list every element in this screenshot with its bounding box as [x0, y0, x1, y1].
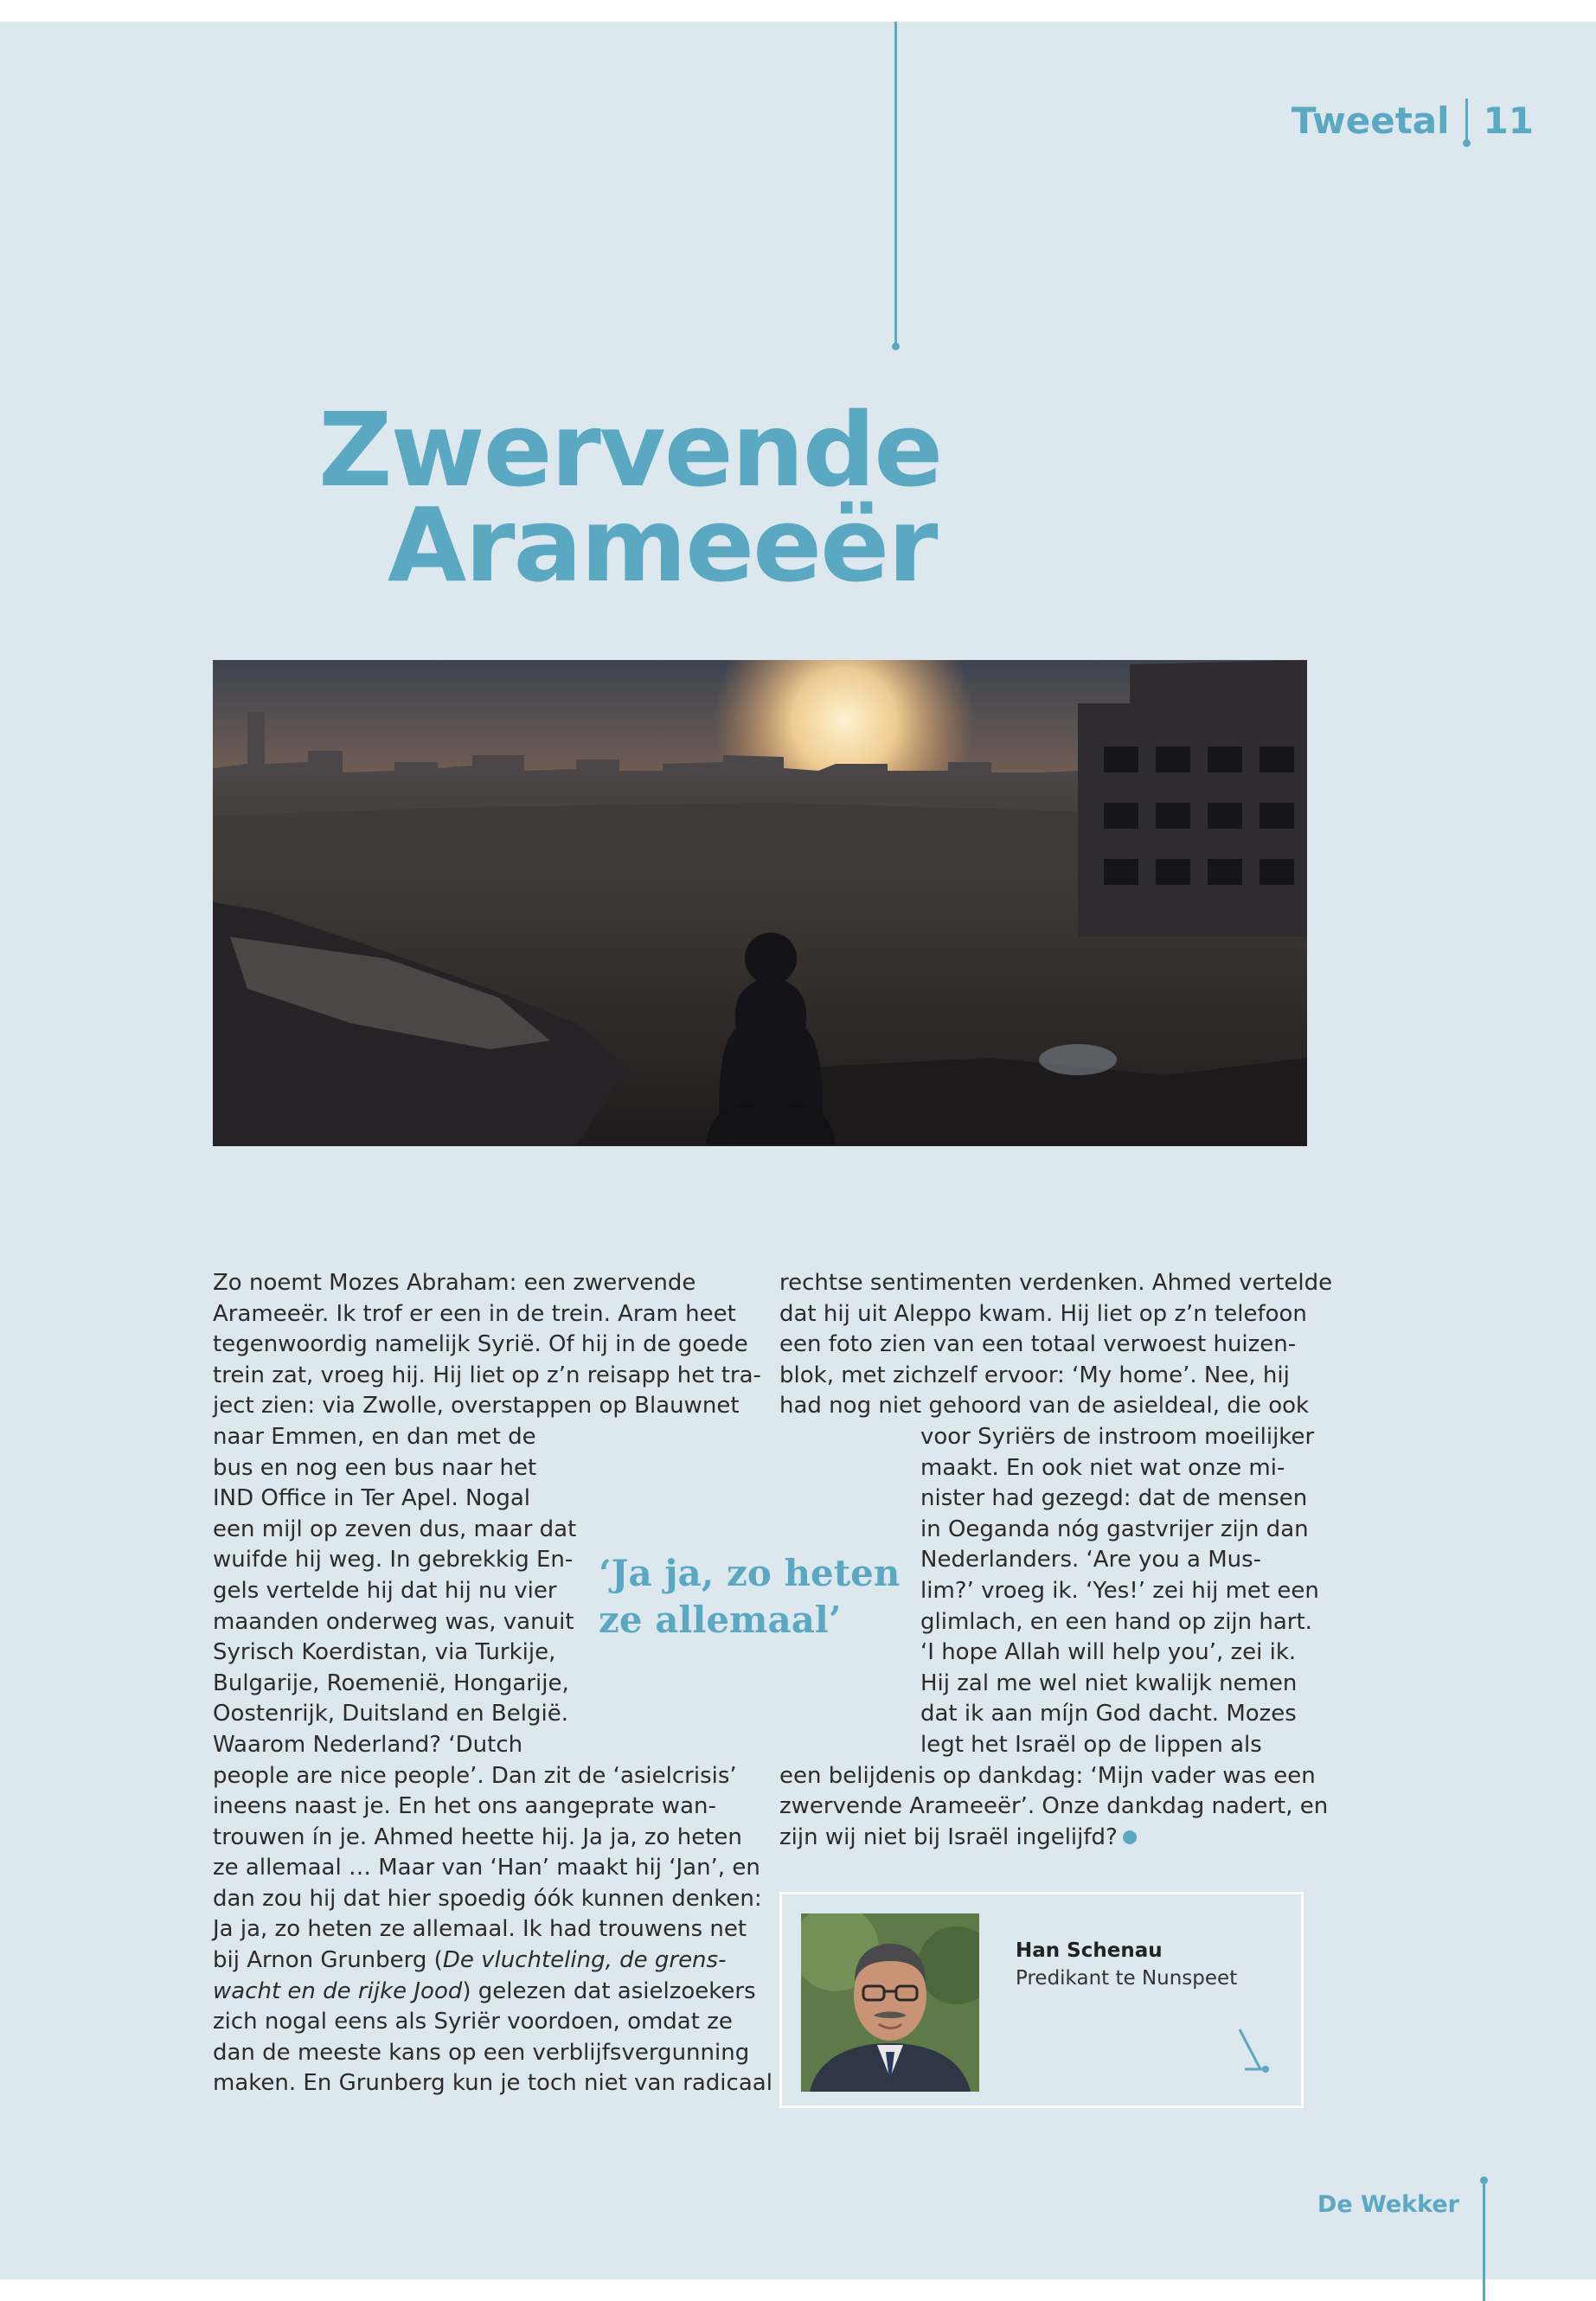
top-rule — [894, 22, 897, 346]
text-line: Hij zal me wel niet kwalijk nemen — [920, 1670, 1298, 1696]
col1-paragraph-bottom — [213, 1761, 772, 2100]
text-line: dat ik aan míjn God dacht. Mozes — [920, 1701, 1297, 1727]
text-segment: bij Arnon Grunberg ( — [213, 1947, 443, 1974]
text-line: ze allemaal … Maar van ‘Han’ maakt hij ‘Jan’, en — [213, 1855, 760, 1881]
footer-rule — [1483, 2180, 1485, 2301]
text-line: ‘I hope Allah will help you’, zei ik. — [920, 1639, 1297, 1666]
text-line: Bulgarije, Roemenië, Hongarije, — [213, 1670, 569, 1696]
text-line: maken. En Grunberg kun je toch niet van radicaal — [213, 2070, 772, 2097]
pull-quote-line-2: ze allemaal’ — [599, 1599, 842, 1641]
section-title: Tweetal — [1291, 99, 1450, 142]
end-of-article-dot — [1123, 1830, 1137, 1844]
text-line-citation-2 — [213, 1977, 772, 2008]
article-title-line-2: Arameeër — [388, 485, 937, 605]
author-box — [779, 1892, 1304, 2108]
running-header — [1292, 96, 1534, 144]
book-title-part-1: De vluchteling, de grens- — [442, 1947, 727, 1974]
header-divider — [1465, 99, 1468, 142]
text-line: nister had gezegd: dat de mensen — [920, 1485, 1308, 1512]
col2-wrapped-section — [779, 1422, 1332, 1761]
magazine-name: De Wekker — [1317, 2191, 1459, 2218]
text-line: trein zat, vroeg hij. Hij liet op z’n reisapp het tra- — [213, 1362, 761, 1388]
article-title-line-1: Zwervende — [318, 390, 942, 510]
text-line: glimlach, en een hand op zijn hart. — [920, 1608, 1312, 1635]
text-segment: ) gelezen dat asielzoekers — [462, 1977, 756, 2004]
text-line: rechtse sentimenten verdenken. Ahmed vertelde — [779, 1270, 1333, 1296]
page-number: 11 — [1483, 99, 1534, 142]
text-line: zich nogal eens als Syriër voordoen, omdat ze — [213, 2009, 733, 2035]
text-line: Ja ja, zo heten ze allemaal. Ik had trouwens net — [213, 1916, 747, 1943]
text-line: Syrisch Koerdistan, via Turkije, — [213, 1639, 556, 1666]
text-line: Oostenrijk, Duitsland en België. — [213, 1701, 568, 1727]
col2-paragraph-bottom — [779, 1761, 1332, 1854]
text-line: ject zien: via Zwolle, overstappen op Blauwnet — [213, 1393, 740, 1420]
text-line: blok, met zichzelf ervoor: ‘My home’. Nee, hij — [779, 1362, 1290, 1388]
text-line: trouwen ín je. Ahmed heette hij. Ja ja, zo heten — [213, 1823, 742, 1850]
article-title — [318, 390, 942, 605]
text-line: dan zou hij dat hier spoedig óók kunnen denken: — [213, 1885, 762, 1912]
page — [0, 22, 1596, 2279]
text-line: maanden onderweg was, vanuit — [213, 1608, 574, 1635]
text-line: Zo noemt Mozes Abraham: een zwervende — [213, 1270, 696, 1296]
text-line: lim?’ vroeg ik. ‘Yes!’ zei hij met een — [920, 1577, 1319, 1604]
article-column-1 — [213, 1268, 772, 2099]
text-segment: zijn wij niet bij Israël ingelijfd? — [779, 1823, 1118, 1850]
text-line: Arameeër. Ik trof er een in de trein. Aram heet — [213, 1300, 736, 1327]
text-line: een mijl op zeven dus, maar dat — [213, 1516, 577, 1542]
text-line: dat hij uit Aleppo kwam. Hij liet op z’n telefoon — [779, 1300, 1307, 1327]
text-line-last — [779, 1823, 1332, 1854]
col2-paragraph-top — [779, 1268, 1332, 1422]
text-line: Nederlanders. ‘Are you a Mus- — [920, 1547, 1262, 1574]
text-line-citation-1 — [213, 1945, 772, 1977]
text-line: zwervende Arameeër’. Onze dankdag nadert, en — [779, 1793, 1329, 1820]
signature-mark-icon — [1236, 2026, 1271, 2078]
text-line: dan de meeste kans op een verblijfsvergunning — [213, 2039, 750, 2066]
author-name: Han Schenau — [1016, 1939, 1163, 1962]
ruins-sunset-illustration — [213, 660, 1307, 1146]
hero-image — [213, 660, 1307, 1146]
article-column-2 — [779, 1268, 1332, 1853]
text-line: bus en nog een bus naar het — [213, 1454, 537, 1481]
book-title-part-2: wacht en de rijke Jood — [213, 1977, 463, 2004]
author-photo — [801, 1913, 979, 2092]
text-line: een belijdenis op dankdag: ‘Mijn vader was een — [779, 1762, 1316, 1789]
text-line: had nog niet gehoord van de asieldeal, die ook — [779, 1393, 1310, 1420]
text-line: Waarom Nederland? ‘Dutch — [213, 1731, 523, 1758]
text-line: tegenwoordig namelijk Syrië. Of hij in de goede — [213, 1331, 748, 1358]
text-line: ineens naast je. En het ons aangeprate wan- — [213, 1793, 716, 1820]
author-role: Predikant te Nunspeet — [1016, 1967, 1238, 1990]
text-line: wuifde hij weg. In gebrekkig En- — [213, 1547, 574, 1574]
text-line: naar Emmen, en dan met de — [213, 1423, 536, 1450]
text-line: in Oeganda nóg gastvrijer zijn dan — [920, 1516, 1309, 1542]
col1-paragraph-top — [213, 1268, 772, 1422]
text-line: een foto zien van een totaal verwoest huizen- — [779, 1331, 1297, 1358]
author-portrait — [801, 1913, 979, 2092]
text-line: maakt. En ook niet wat onze mi- — [920, 1454, 1285, 1481]
text-line: legt het Israël op de lippen als — [920, 1731, 1262, 1758]
text-line: IND Office in Ter Apel. Nogal — [213, 1485, 530, 1512]
text-line: people are nice people’. Dan zit de ‘asielcrisis’ — [213, 1762, 737, 1789]
text-line: voor Syriërs de instroom moeilijker — [920, 1423, 1315, 1450]
text-line: gels vertelde hij dat hij nu vier — [213, 1577, 557, 1604]
pull-quote-line-1: ‘Ja ja, zo heten — [599, 1552, 901, 1594]
